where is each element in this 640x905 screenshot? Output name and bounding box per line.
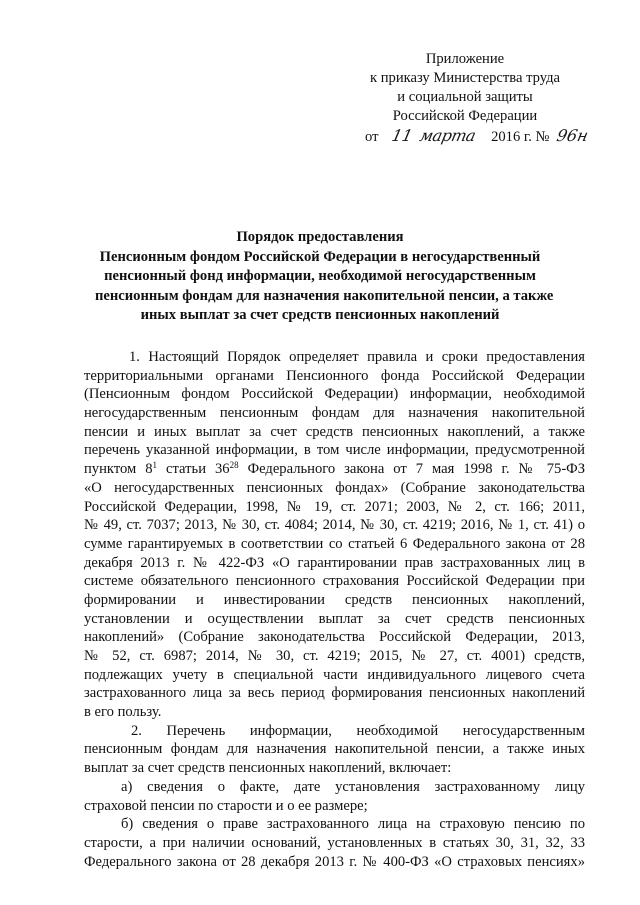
paragraph-1-line: формировании и инвестировании средств пенсионных накоплений, xyxy=(84,591,585,608)
document-body xyxy=(84,348,585,871)
paragraph-1-line: территориальными органами Пенсионного фонда Российской Федерации xyxy=(84,367,585,384)
paragraph-1-line: перечень указанной информации, в том числе информации, предусмотренной xyxy=(84,442,585,459)
paragraph-1-line: Российской Федерации, 1998, № 19, ст. 2071; 2003, № 2, ст. 166; 2011, xyxy=(84,498,585,515)
paragraph-1-line: установлении и осуществлении выплат за счет средств пенсионных xyxy=(84,610,585,627)
title-line: пенсионным фондам для назначения накопительной пенсии, а также xyxy=(95,287,554,304)
paragraph-1-line: декабря 2013 г. № 422-ФЗ «О гарантировании прав застрахованных лиц в xyxy=(84,554,585,571)
paragraph-1-line: пенсии и иных выплат за счет средств пенсионных накоплений, а также xyxy=(84,423,585,440)
superscript: 1 xyxy=(152,460,158,471)
title-line: иных выплат за счет средств пенсионных накоплений xyxy=(140,307,500,324)
document-title xyxy=(95,228,554,326)
item-a-line: страховой пенсии по старости и о ее размере; xyxy=(84,797,368,814)
paragraph-1-line: системе обязательного пенсионного страхования Российской Федерации при xyxy=(84,573,585,590)
superscript: 28 xyxy=(229,460,239,471)
paragraph-1-line: 1. Настоящий Порядок определяет правила и сроки предоставления xyxy=(129,349,585,365)
title-line: пенсионный фонд информации, необходимой негосударственным xyxy=(104,268,536,285)
handwritten-day: 11 xyxy=(390,126,415,145)
paragraph-1-line: подлежащих учету в специальной части индивидуального лицевого счета xyxy=(84,666,585,683)
item-b-line: старости, а при наличии оснований, установленных в статьях 30, 31, 32, 33 xyxy=(84,834,585,851)
paragraph-2-line: выплат за счет средств пенсионных накоплений, включает: xyxy=(84,760,452,777)
handwritten-month: марта xyxy=(418,126,478,145)
year-text: 2016 г. № xyxy=(491,129,550,145)
text-run: пунктом 8 xyxy=(84,461,153,478)
handwritten-order-number: 96н xyxy=(555,126,591,145)
paragraph-1-line xyxy=(84,460,585,479)
appendix-federation: Российской Федерации xyxy=(392,108,538,124)
text-run: Федерального закона от 7 мая 1998 г. № 75-ФЗ xyxy=(238,461,586,478)
paragraph-1-line: № 49, ст. 7037; 2013, № 30, ст. 4084; 2014, № 30, ст. 4219; 2016, № 1, ст. 41) о xyxy=(84,517,585,534)
appendix-label: Приложение xyxy=(425,51,505,67)
paragraph-1-line: сумме гарантируемых в соответствии со статьей 6 Федерального закона от 28 xyxy=(84,535,585,552)
paragraph-1-line: (Пенсионным фондом Российской Федерации) информации, необходимой xyxy=(84,386,585,403)
appendix-date-line xyxy=(330,126,600,147)
item-b-line: Федерального закона от 28 декабря 2013 г. № 400-ФЗ «О страховых пенсиях» xyxy=(84,853,585,870)
appendix-header xyxy=(330,50,600,147)
appendix-ministry: и социальной защиты xyxy=(397,89,533,105)
paragraph-1-line: застрахованного лица за весь период формирования пенсионных накоплений xyxy=(84,685,585,702)
appendix-order-ref: к приказу Министерства труда xyxy=(369,70,561,86)
paragraph-1-line: № 52, ст. 6987; 2014, № 30, ст. 4219; 2015, № 27, ст. 4001) средств, xyxy=(84,648,585,664)
paragraph-1-line: негосударственным пенсионным фондам для назначения накопительной xyxy=(84,405,585,422)
paragraph-1-line: накоплений» (Собрание законодательства Российской Федерации, 2013, xyxy=(84,629,585,646)
paragraph-2-line: 2. Перечень информации, необходимой негосударственным xyxy=(131,722,585,739)
item-b-line: б) сведения о праве застрахованного лица на страховую пенсию по xyxy=(121,816,585,833)
title-line: Пенсионным фондом Российской Федерации в негосударственный xyxy=(99,248,541,265)
from-label: от xyxy=(365,129,379,145)
paragraph-1-line: в его пользу. xyxy=(84,704,162,721)
paragraph-1-line: «О негосударственных пенсионных фондах» (Собрание законодательства xyxy=(84,479,585,496)
item-a-line: а) сведения о факте, дате установления застрахованному лицу xyxy=(121,778,585,795)
title-line: Порядок предоставления xyxy=(236,229,404,245)
paragraph-2-line: пенсионным фондам для назначения накопительной пенсии, а также иных xyxy=(84,741,585,758)
text-run: статьи 36 xyxy=(157,461,230,478)
